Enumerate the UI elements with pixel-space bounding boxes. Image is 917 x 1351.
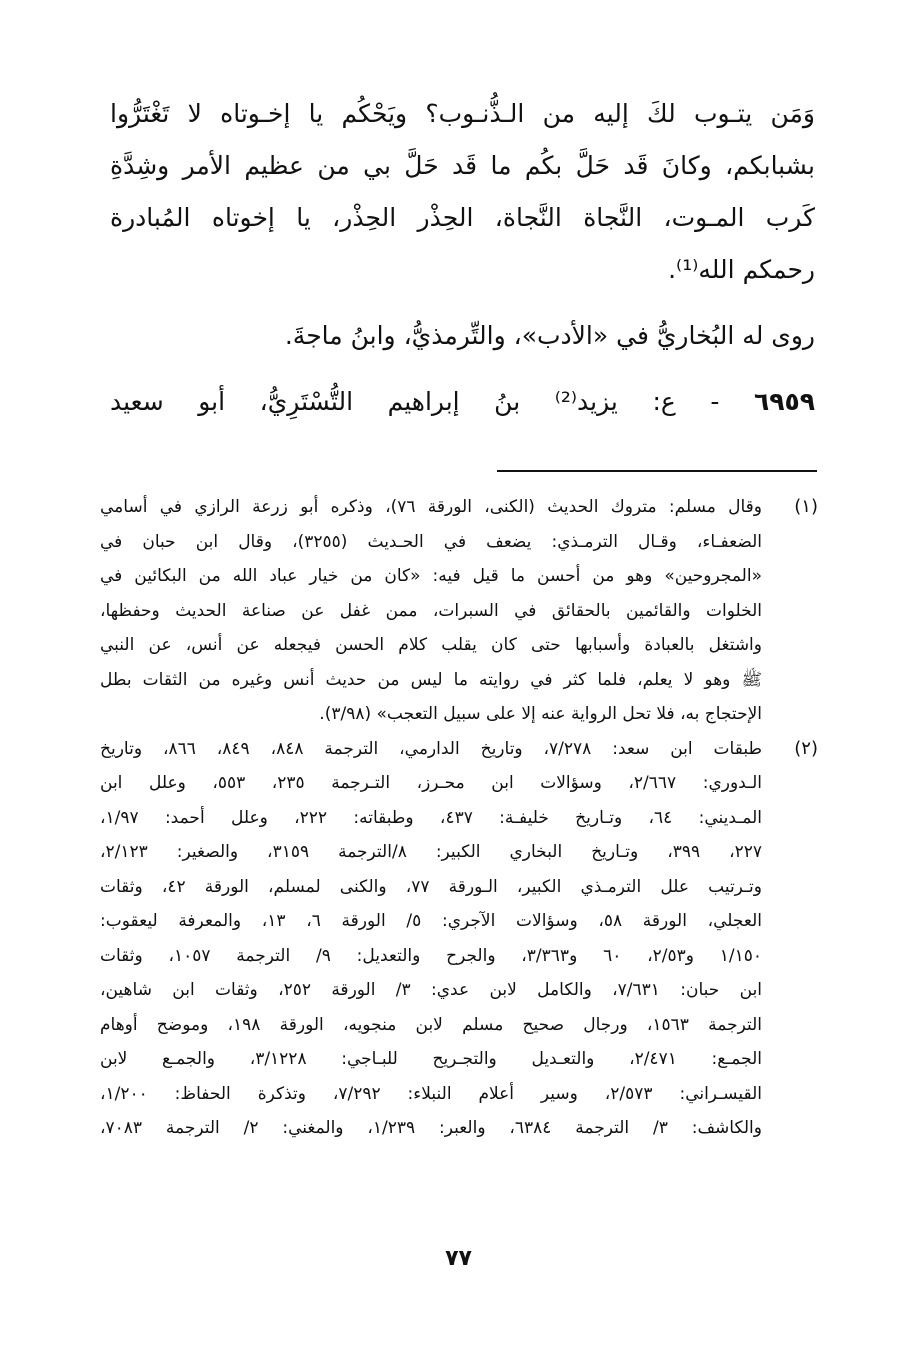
footnote-line: «المجروحين» وهو من أحسن ما قيل فيه: «كان من خيار عباد الله من البكائين في	[100, 566, 762, 586]
footnote-line: القيسـراني: ٢/٥٧٣، وسير أعلام النبلاء: ٧/٢٩٢، وتذكرة الحفاظ: ١/٢٠٠،	[100, 1083, 762, 1104]
entry-number: ٦٩٥٩	[753, 387, 815, 416]
footnote-line: الجمـع: ٢/٤٧١، والتعـديل والتجـريح للبـاجي: ٣/١٢٢٨، والجمـع لابن	[100, 1049, 762, 1069]
main-text-line: بشبابكم، وكانَ قَد حَلَّ بكُم ما قَد حَلَّ بي من عظيم الأمر وشِدَّةِ	[110, 151, 815, 180]
footnote-line: العجلي، الورقة ٥٨، وسؤالات الآجري: ٥/ الورقة ٦، ١٣، والمعرفة ليعقوب:	[100, 911, 762, 931]
footnote-line: والكاشف: ٣/ الترجمة ٦٣٨٤، والعبر: ١/٢٣٩، والمغني: ٢/ الترجمة ٧٠٨٣،	[100, 1118, 762, 1138]
footnote-1	[100, 490, 818, 732]
main-text-line: رحمكم الله⁽¹⁾.	[668, 255, 815, 284]
footnote-line: الضعفـاء، وقـال الترمـذي: يضعف في الحـديث (٣٢٥٥)، وقال ابن حبان في	[100, 531, 762, 552]
footnote-line: ٢٢٧، ٣٩٩، وتـاريخ البخاري الكبير: ٨/الترجمة ٣١٥٩، والصغير: ٢/١٢٣،	[100, 842, 762, 862]
main-text-line: وَمَن يتـوب لكَ إليه من الـذُّنـوب؟ ويَحْكُم يا إخـوتاه لا تَغْتَرُّوا	[110, 99, 815, 128]
footnote-line: وتـرتيب علل الترمـذي الكبير، الـورقة ٧٧، والكنى لمسلم، الورقة ٤٢، وثقات	[100, 876, 762, 897]
paragraph-gap	[110, 362, 815, 376]
footnote-body	[100, 732, 762, 1146]
entry-heading	[110, 376, 815, 428]
narration-line: روى له البُخاريُّ في «الأدب»، والتِّرمذيُّ، وابنُ ماجةَ.	[284, 321, 815, 350]
main-text-block	[110, 88, 815, 428]
footnotes-section	[100, 490, 818, 1146]
paragraph-gap	[110, 296, 815, 310]
footnote-body	[100, 490, 762, 732]
footnote-line: الخلوات والقائمين بالحقائق في السبرات، ممن غفل عن صناعة الحديث وحفظها،	[100, 600, 762, 621]
page-number: ٧٧	[445, 1246, 472, 1271]
footnote-line: الإحتجاج به، فلا تحل الرواية عنه إلا على سبيل التعجب» (٣/٩٨).	[319, 704, 762, 724]
footnote-line: واشتغل بالعبادة وأسبابها حتى كان يقلب كلام الحسن فيجعله عن أنس، عن النبي	[100, 635, 762, 655]
footnote-line: ابن حبان: ٧/٦٣١، والكامل لابن عدي: ٣/ الورقة ٢٥٢، وثقات ابن شاهين،	[100, 980, 762, 1000]
footnote-line: وقال مسلم: متروك الحديث (الكنى، الورقة ٧٦)، وذكره أبو زرعة الرازي في أسامي	[100, 497, 762, 517]
main-text-line: كَرب المـوت، النَّجاة النَّجاة، الحِذْر الحِذْر، يا إخوتاه المُبادرة	[110, 203, 815, 232]
footnote-number: (٢)	[794, 737, 818, 759]
footnote-divider	[497, 470, 817, 472]
footnote-line: طبقات ابن سعد: ٧/٢٧٨، وتاريخ الدارمي، الترجمة ٨٤٨، ٨٤٩، ٨٦٦، وتاريخ	[100, 738, 762, 759]
footnote-number: (١)	[794, 496, 818, 517]
footnote-line: الـدوري: ٢/٦٦٧، وسؤالات ابن محـرز، التـرجمة ٢٣٥، ٥٥٣، وعلل ابن	[100, 773, 762, 793]
footnote-line: المـديني: ٦٤، وتـاريخ خليفـة: ٤٣٧، وطبقاته: ٢٢٢، وعلل أحمد: ١/٩٧،	[100, 807, 762, 828]
footnote-line: الترجمة ١٥٦٣، ورجال صحيح مسلم لابن منجويه، الورقة ١٩٨، وموضح أوهام	[100, 1014, 762, 1035]
footnote-line: ١/١٥٠ و٢/٥٣، ٦٠ و٣/٣٦٣، والجرح والتعديل: ٩/ الترجمة ١٠٥٧، وثقات	[100, 945, 762, 966]
entry-heading-text: - ع: يزيد⁽²⁾ بنُ إبراهيم التُّسْتَرِيُّ، أبو سعيد	[110, 387, 720, 416]
footnote-line: ﷺ وهو لا يعلم، فلما كثر في روايته ما ليس من حديث أنس وغيره من الثقات بطل	[100, 669, 762, 690]
footnote-2	[100, 732, 818, 1146]
